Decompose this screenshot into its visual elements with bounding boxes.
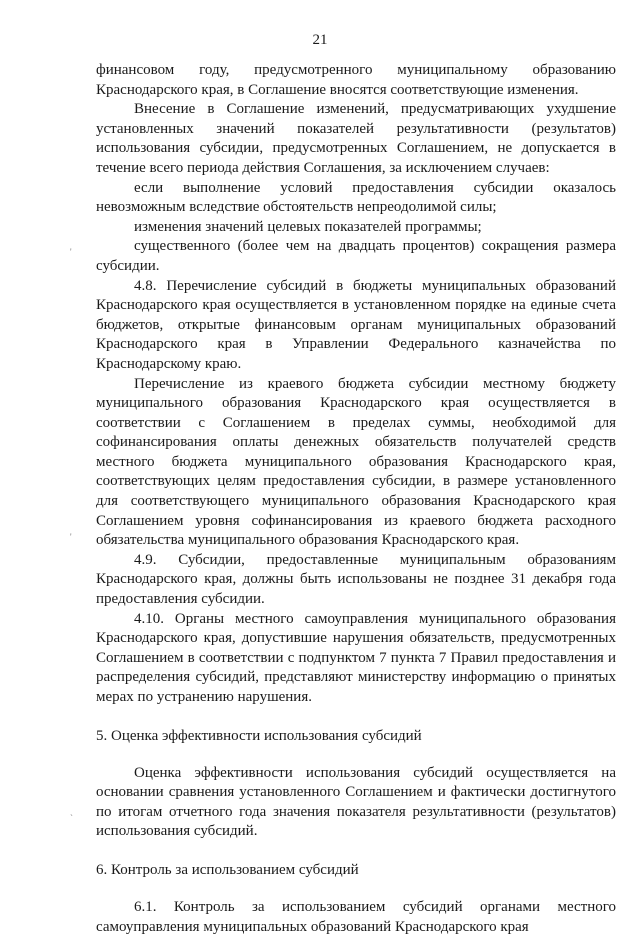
paragraph-agreement-changes: Внесение в Соглашение изменений, предусматривающих ухудшение установленных значений показателей результативности (результатов) использования субсидии, предусмотренных Соглашением, не допускается в течение всего периода действия Соглашения, за исключением случаев:	[96, 101, 616, 176]
scan-speck: '	[70, 532, 72, 542]
scan-speck: `	[70, 813, 73, 823]
paragraph-force-majeure: если выполнение условий предоставления субсидии оказалось невозможным вследствие обстоятельств непреодолимой силы;	[96, 179, 616, 216]
paragraph-target-indicators: изменения значений целевых показателей программы;	[134, 218, 482, 235]
paragraph-4-9: 4.9. Субсидии, предоставленные муниципальным образованиям Краснодарского края, должны быть использованы не позднее 31 декабря года предоставления субсидии.	[96, 551, 616, 608]
paragraph-4-8: 4.8. Перечисление субсидий в бюджеты муниципальных образований Краснодарского края осуществляется в установленном порядке на единые счета бюджетов, открытые финансовым органам муниципальных образований Краснодарского края в Управлении Федерального казначейства по Краснодарскому краю.	[96, 277, 616, 372]
paragraph-efficiency: Оценка эффективности использования субсидий осуществляется на основании сравнения установленного Соглашением и фактически достигнутого по итогам отчетного года значения показателя результативности (результатов) использования субсидий.	[96, 764, 616, 840]
paragraph-subsidy-reduction: существенного (более чем на двадцать процентов) сокращения размера субсидии.	[96, 238, 616, 274]
section-heading-6: 6. Контроль за использованием субсидий	[96, 861, 359, 878]
paragraph-continuation: финансовом году, предусмотренного муниципальному образованию Краснодарского края, в Соглашение вносятся соответствующие изменения.	[96, 62, 616, 98]
section-heading-5: 5. Оценка эффективности использования субсидий	[96, 727, 422, 744]
document-body	[96, 61, 616, 937]
paragraph-4-10: 4.10. Органы местного самоуправления муниципального образования Краснодарского края, допустившие нарушения обязательств, предусмотренных Соглашением в соответствии с подпунктом 7 пункта 7 Правил предоставления и распределения субсидий, представляют министерству информацию о принятых мерах по устранению нарушения.	[96, 610, 616, 705]
paragraph-6-1: 6.1. Контроль за использованием субсидий органами местного самоуправления муниципальных образований Краснодарского края	[96, 898, 616, 935]
page-number: 21	[312, 32, 328, 48]
paragraph-transfer: Перечисление из краевого бюджета субсидии местному бюджету муниципального образования Краснодарского края осуществляется в соответствии с Соглашением в пределах суммы, необходимой для софинансирования оплаты денежных обязательств получателей средств местного бюджета муниципального образования Краснодарского края, соответствующих целям предоставления субсидии, в размере установленного для соответствующего муниципального образования Краснодарского края Соглашением уровня софинансирования из краевого бюджета расходного обязательства муниципального образования Краснодарского края.	[96, 375, 616, 549]
scan-speck: '	[70, 247, 72, 257]
